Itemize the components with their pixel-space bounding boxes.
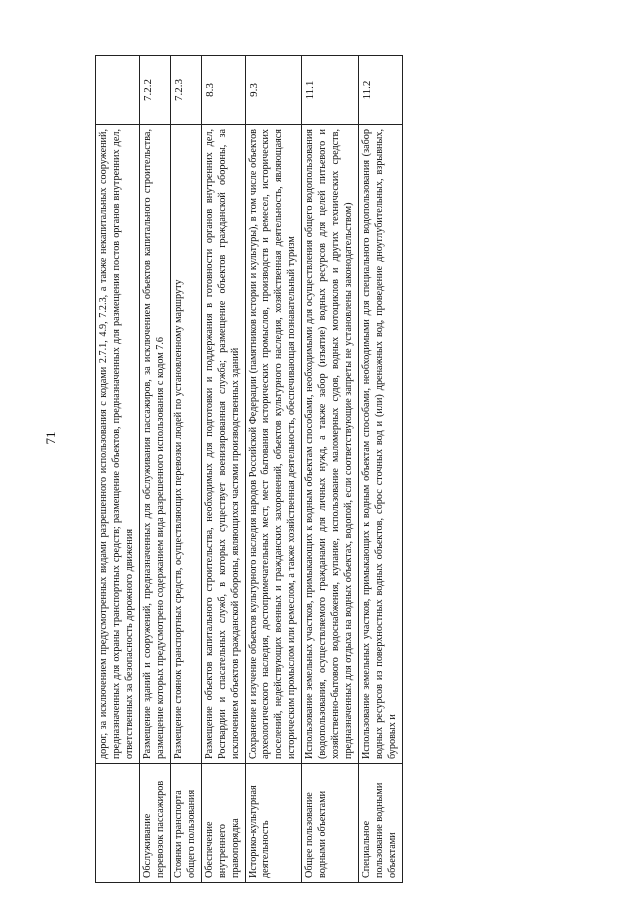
table-row [170, 56, 201, 883]
use-code-cell: 8.3 [201, 56, 245, 125]
use-code-cell: 9.3 [245, 56, 302, 125]
use-code-cell: 7.2.3 [170, 56, 201, 125]
use-code-cell [96, 56, 140, 125]
use-code-cell: 11.1 [302, 56, 359, 125]
table-row [201, 56, 245, 883]
use-description-cell: Размещение стоянок транспортных средств, осуществляющих перевозки людей по установленному маршруту [170, 125, 201, 764]
use-name-cell: Обеспечение внутреннего правопорядка [201, 764, 245, 883]
use-name-cell: Специальное пользование водными объектами [359, 764, 403, 883]
use-description-cell: Сохранение и изучение объектов культурного наследия народов Российской Федерации (памятников истории и культуры), в том числе объектов археологического наследия, достопримечательных мест, мест бытования исторических промыслов, производств и ремесел, исторических поселений, недействующих военных и гражданских захоронений, объектов культурного наследия, хозяйственная деятельность, являющаяся историческим промыслом или ремеслом, а также хозяйственная деятельность, обеспечивающая познавательный туризм [245, 125, 302, 764]
use-name-cell: Историко-культурная деятельность [245, 764, 302, 883]
land-use-table [95, 55, 403, 883]
use-name-cell: Обслуживание перевозок пассажиров [139, 764, 170, 883]
use-name-cell: Стоянки транспорта общего пользования [170, 764, 201, 883]
use-description-cell: Использование земельных участков, примыкающих к водным объектам способами, необходимыми для осуществления общего водопользования (водопользования, осуществляемого гражданами для личных нужд, а также забор (изъятие) водных ресурсов для целей питьевого и хозяйственно-бытового водоснабжения, купание, использование маломерных судов, водных мотоциклов и других технических средств, предназначенных для отдыха на водных объектах, водопой, если соответствующие запреты не установлены законодательством) [302, 125, 359, 764]
use-name-cell: Общее пользование водными объектами [302, 764, 359, 883]
table-row [139, 56, 170, 883]
use-description-cell: Размещение зданий и сооружений, предназначенных для обслуживания пассажиров, за исключением объектов капитального строительства, размещение которых предусмотрено содержанием вида разрешенного использования с кодом 7.6 [139, 125, 170, 764]
table-row [359, 56, 403, 883]
use-description-cell: Использование земельных участков, примыкающих к водным объектам способами, необходимыми для специального водопользования (забор водных ресурсов из поверхностных водных объектов, сброс сточных вод и (или) дренажных вод, проведение дноуглубительных, взрывных, буровых и [359, 125, 403, 764]
use-description-cell: Размещение объектов капитального строительства, необходимых для подготовки и поддержания в готовности органов внутренних дел, Росгвардии и спасательных служб, в которых существует военизированная служба; размещение объектов гражданской обороны, за исключением объектов гражданской обороны, являющихся частями производственных зданий [201, 125, 245, 764]
use-description-cell: дорог, за исключением предусмотренных видами разрешенного использования с кодами 2.7.1, 4.9, 7.2.3, а также некапитальных сооружений, предназначенных для охраны транспортных средств; размещение объектов, предназначенных для размещения постов органов внутренних дел, ответственных за безопасность дорожного движения [96, 125, 140, 764]
table-row [245, 56, 302, 883]
table-row [302, 56, 359, 883]
use-code-cell: 7.2.2 [139, 56, 170, 125]
rotated-table-sheet [95, 63, 605, 883]
use-name-cell [96, 764, 140, 883]
use-code-cell: 11.2 [359, 56, 403, 125]
page-number: 71 [43, 431, 58, 445]
table-row [96, 56, 140, 883]
